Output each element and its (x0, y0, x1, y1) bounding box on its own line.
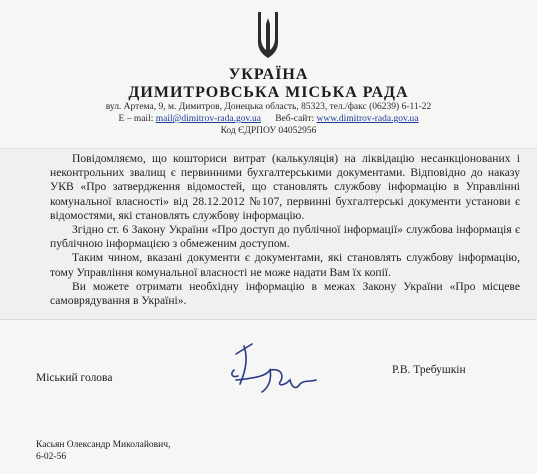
trident-emblem-icon (255, 8, 281, 60)
signatory-role: Міський голова (36, 372, 113, 384)
address-line: вул. Артема, 9, м. Димитров, Донецька область, 85323, тел./факс (06239) 6-11-22 (105, 102, 432, 112)
executor-name: Касьян Олександр Миколайович, (36, 440, 171, 450)
email-link[interactable]: mail@dimitrov-rada.gov.ua (155, 114, 261, 124)
signatory-name: Р.В. Требушкін (392, 364, 466, 376)
website-prefix: Веб-сайт: (275, 114, 315, 124)
handwritten-signature (226, 340, 336, 400)
body-paragraph-2: Згідно ст. 6 Закону України «Про доступ до публічної інформації» службова інформація є публічною інформацією з обмеженим доступом. (50, 223, 520, 251)
website-link[interactable]: www.dimitrov-rada.gov.ua (316, 114, 419, 124)
contact-line (0, 114, 537, 124)
council-heading: ДИМИТРОВСЬКА МІСЬКА РАДА (128, 84, 409, 101)
country-heading: УКРАЇНА (228, 66, 309, 83)
body-paragraph-4: Ви можете отримати необхідну інформацію в межах Закону України «Про місцеве самоврядування в Україні». (50, 279, 520, 308)
body-paragraph-3: Таким чином, вказані документи є документами, які становлять службову інформацію, тому Управління комунальної власності не може надати Вам їх копії. (50, 251, 520, 279)
letter-body (50, 152, 520, 308)
executor-info (36, 439, 170, 463)
email-prefix: E – mail: (118, 114, 154, 124)
body-paragraph-1: Повідомляємо, що кошториси витрат (калькуляція) на ліквідацію несанкціонованих і неконтрольних звалищ є первинними бухгалтерськими документами. Відповідно до наказу УКВ «Про затвердження відомостей, що становлять службову інформацію в Управлінні комунальної власності» від 28.12.2012 №107, первинні бухгалтерські документи установи є відомостями, які становлять службову інформацію. (50, 152, 520, 222)
edrpou-code: Код ЄДРПОУ 04052956 (220, 126, 317, 136)
executor-phone: 6-02-56 (36, 452, 67, 462)
